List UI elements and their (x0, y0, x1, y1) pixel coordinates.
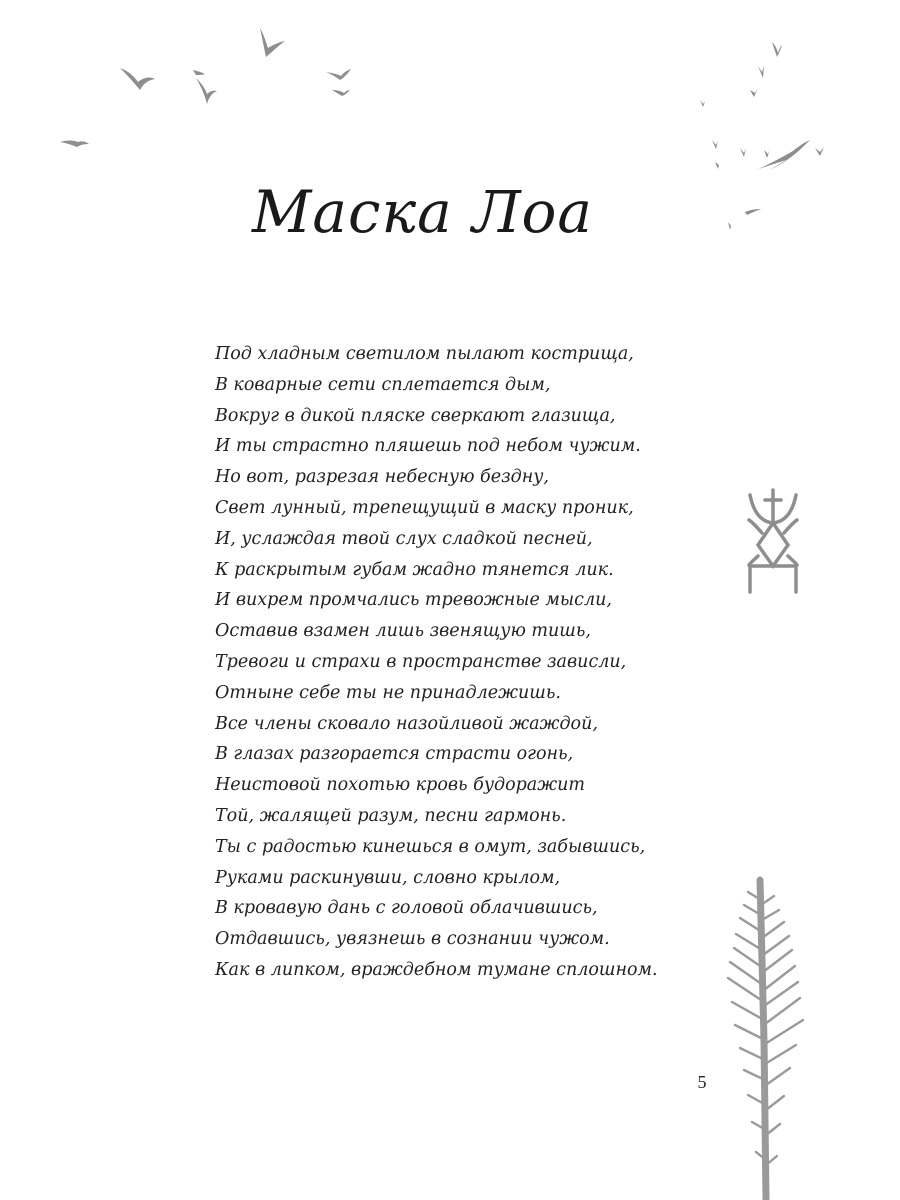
page-number: 5 (697, 1072, 707, 1092)
poem-line: Руками раскинувши, словно крылом, (215, 867, 561, 888)
poem-line: Под хладным светилом пылают кострища, (215, 344, 634, 364)
poem-line: Свет лунный, трепещущий в маску проник, (215, 497, 634, 518)
poem-line: И, услаждая твой слух сладкой песней, (215, 528, 593, 549)
poem-line: Той, жалящей разум, песни гармонь. (215, 805, 567, 826)
poem-line: В кровавую дань с головой облачившись, (215, 898, 598, 919)
poem-line: Оставив взамен лишь звенящую тишь, (215, 621, 591, 642)
poem-line: Ты с радостью кинешься в омут, забывшись, (215, 836, 646, 857)
poem-line: И вихрем промчались тревожные мысли, (215, 590, 612, 611)
poem-line: Отныне себе ты не принадлежишь. (215, 682, 561, 703)
poem-line: В глазах разгорается страсти огонь, (215, 744, 574, 765)
poem-line: Все члены сковало назойливой жаждой, (215, 713, 598, 734)
veve-symbol-icon (749, 490, 797, 592)
poem-line: Но вот, разрезая небесную бездну, (215, 467, 549, 488)
flying-birds-icon (60, 28, 351, 147)
poem-line: Тревоги и страхи в пространстве зависли, (215, 651, 627, 672)
poem-line: И ты страстно пляшешь под небом чужим. (215, 436, 641, 457)
poem-line: Отдавшись, увязнешь в сознании чужом. (215, 929, 610, 950)
poem-line: К раскрытым губам жадно тянется лик. (215, 559, 614, 580)
poem-title: Маска Лоа (252, 178, 593, 246)
bare-tree-icon (728, 880, 803, 1200)
poem-line: В коварные сети сплетается дым, (215, 374, 551, 395)
poem-line: Вокруг в дикой пляске сверкают глазища, (215, 405, 616, 426)
poem-line: Как в липком, враждебном тумане сплошном. (215, 959, 658, 980)
poem-line: Неистовой похотью кровь будоражит (215, 775, 585, 796)
poem-text (215, 339, 658, 986)
